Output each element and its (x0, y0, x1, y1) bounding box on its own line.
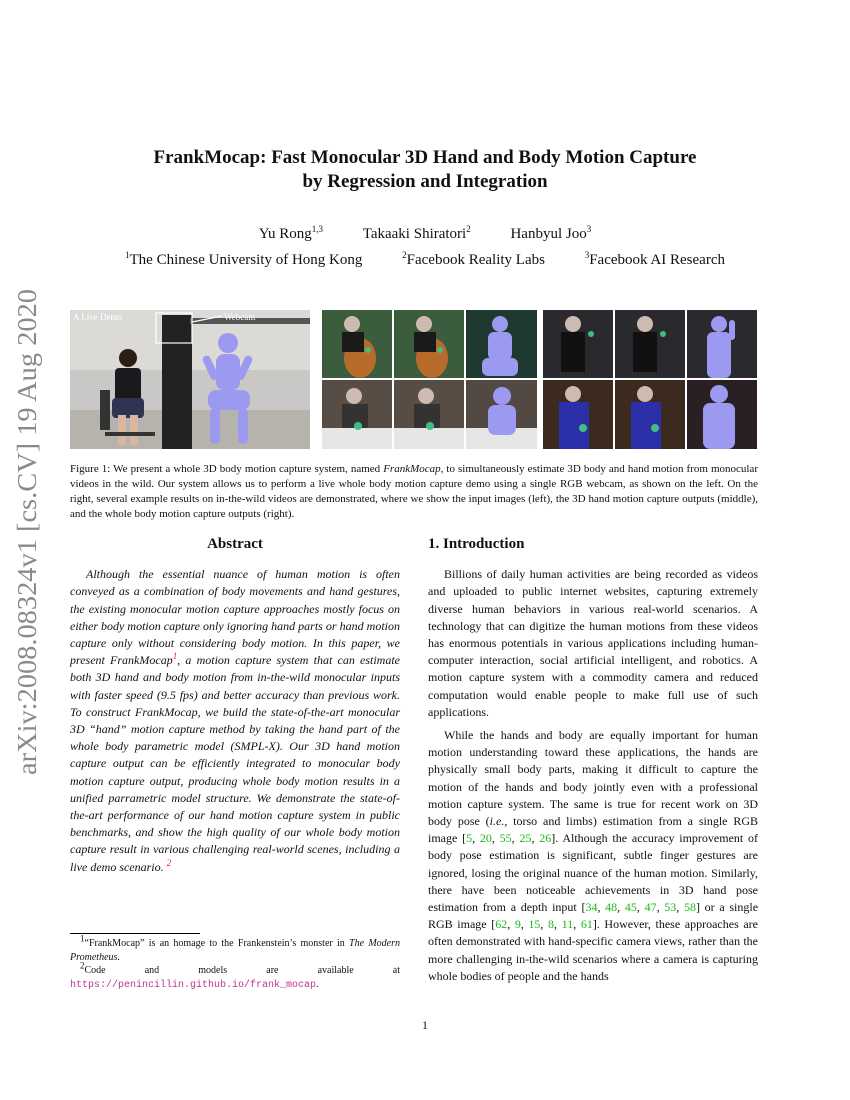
figure-caption: Figure 1: We present a whole 3D body motion capture system, named FrankMocap, to simultaneously estimate 3D body and hand motion from monocular videos in the wild. Our system allows us to perform a live whole body motion capture demo using a single RGB webcam, as shown on the left. On the right, several example results on in-the-wild videos are demonstrated, where we show the input images (left), the 3D hand motion capture outputs (middle), and the whole body motion capture outputs (right). (70, 463, 758, 520)
paper-title (80, 146, 770, 194)
footnotes (70, 933, 400, 992)
citation[interactable]: 48 (605, 900, 618, 915)
code-url-link[interactable]: https://penincillin.github.io/frank_mocap (70, 979, 317, 991)
affiliation: $^2$Facebook Reality Labs (402, 250, 545, 268)
standing-image-grid (543, 310, 757, 449)
affiliation: $^1$The Chinese University of Hong Kong (125, 250, 363, 268)
abstract-text: Although the essential nuance of human motion is often conveyed as a combination of body movements and hand gestures, the existing monocular motion capture approaches mostly focus on either body motion capture only ignoring hand parts or hand motion capture only without considering body motion. In this paper, we present FrankMocap$^1$, a motion capture system that can estimate both 3D hand and body motion from in-the-wild monocular inputs with faster speed (9.5 fps) and better accuracy than previous work. To construct FrankMocap, we build the state-of-the-art monocular 3D “hand” motion capture method by taking the hand part of the whole body parametric model (SMPL-X). Our 3D hand motion capture output can be efficiently integrated to monocular body motion capture output, producing whole body motion results in a unified parrametric model structure. We demonstrate the state-of-the-art performance of our hand motion capture system in public benchmarks, and show the high quality of our whole body motion capture result in various challenging real-world scenes, including a live demo scenario. $^2$ (70, 567, 400, 874)
page-number: 1 (422, 1018, 428, 1032)
figure-standing-results (543, 310, 757, 449)
citation[interactable]: 26 (539, 831, 552, 846)
footnote-2: $^2$Code and models are available at https://penincillin.github.io/frank_mocap. (70, 960, 400, 991)
citation[interactable]: 61 (580, 917, 593, 932)
citation[interactable]: 55 (499, 831, 512, 846)
citation[interactable]: 45 (624, 900, 637, 915)
title-line-2: by Regression and Integration (302, 171, 548, 192)
affiliation-list (60, 252, 790, 269)
figure-cello-and-desk-results (322, 310, 537, 449)
citation[interactable]: 11 (561, 917, 574, 932)
author-list (80, 226, 770, 243)
title-line-1: FrankMocap: Fast Monocular 3D Hand and Body Motion Capture (153, 147, 697, 168)
citation[interactable]: 34 (585, 900, 598, 915)
author: Yu Rong$^{1,3}$ (258, 224, 323, 242)
intro-paragraph-2: While the hands and body are equally important for human motion understanding toward these applications, the hands are physically small body parts, making it difficult to capture the motion of the hands and body jointly even with a professional motion capture system. The same is true for recent work on 3D body pose (i.e., torso and limbs) estimation from a single RGB image [5, 20, 55, 25, 26]. Although the accuracy improvement of body pose estimation is significant, subtle finger gestures are ignored, losing the original nuance of the human motion. Similarly, there have been noticeable achievements in 3D hand pose estimation from a depth input [34, 48, 45, 47, 53, 58] or a single RGB image [62, 9, 15, 8, 11, 61]. However, these approaches are often demonstrated with hand-specific camera views, rather than the more challenging in-the-wild scenarios where a camera is capturing whole bodies of people and the hands (428, 728, 759, 983)
citation[interactable]: 15 (528, 917, 541, 932)
arxiv-stamp-text: arXiv:2008.08324v1 [cs.CV] 19 Aug 2020 (12, 313, 42, 775)
webcam-label: Webcam (224, 312, 256, 322)
citation[interactable]: 47 (644, 900, 657, 915)
abstract-section (70, 536, 400, 876)
intro-paragraph-1: Billions of daily human activities are being recorded as videos and uploaded to public internet websites, capturing extremely diverse human behaviors in various real-world scenarios. A technology that can digitize the human motions from these videos has enormous potentials in various applications including human-computer interaction, social artificial intelligent, and robotics. A motion capture system with a commodity camera and reduced computation would enable people to make full use of such applications. (428, 567, 758, 719)
citation[interactable]: 25 (519, 831, 532, 846)
author: Hanbyul Joo$^3$ (510, 224, 592, 242)
introduction-heading: 1. Introduction (428, 536, 525, 552)
citation[interactable]: 58 (683, 900, 696, 915)
cello-desk-image-grid (322, 310, 537, 449)
live-demo-image (70, 310, 310, 449)
abstract-heading: Abstract (207, 536, 263, 552)
citation[interactable]: 8 (548, 917, 555, 932)
author: Takaaki Shiratori$^2$ (362, 224, 471, 242)
citation[interactable]: 62 (495, 917, 508, 932)
citation[interactable]: 5 (466, 831, 473, 846)
citation[interactable]: 53 (664, 900, 677, 915)
footnote-rule (70, 933, 200, 934)
arxiv-stamp (6, 285, 44, 775)
figure-live-demo (70, 310, 310, 449)
caption-label: Figure 1: (70, 463, 111, 475)
live-demo-label: A Live Demo (73, 312, 122, 322)
footnote-ref[interactable]: 1 (172, 651, 178, 662)
footnote-1: $^1$“FrankMocap” is an homage to the Frankenstein’s monster in The Modern Prometheus. (70, 933, 400, 963)
affiliation: $^3$Facebook AI Research (584, 250, 725, 268)
introduction-section (428, 536, 758, 991)
citation[interactable]: 20 (479, 831, 492, 846)
citation[interactable]: 9 (514, 917, 521, 932)
footnote-ref[interactable]: 2 (166, 857, 172, 868)
